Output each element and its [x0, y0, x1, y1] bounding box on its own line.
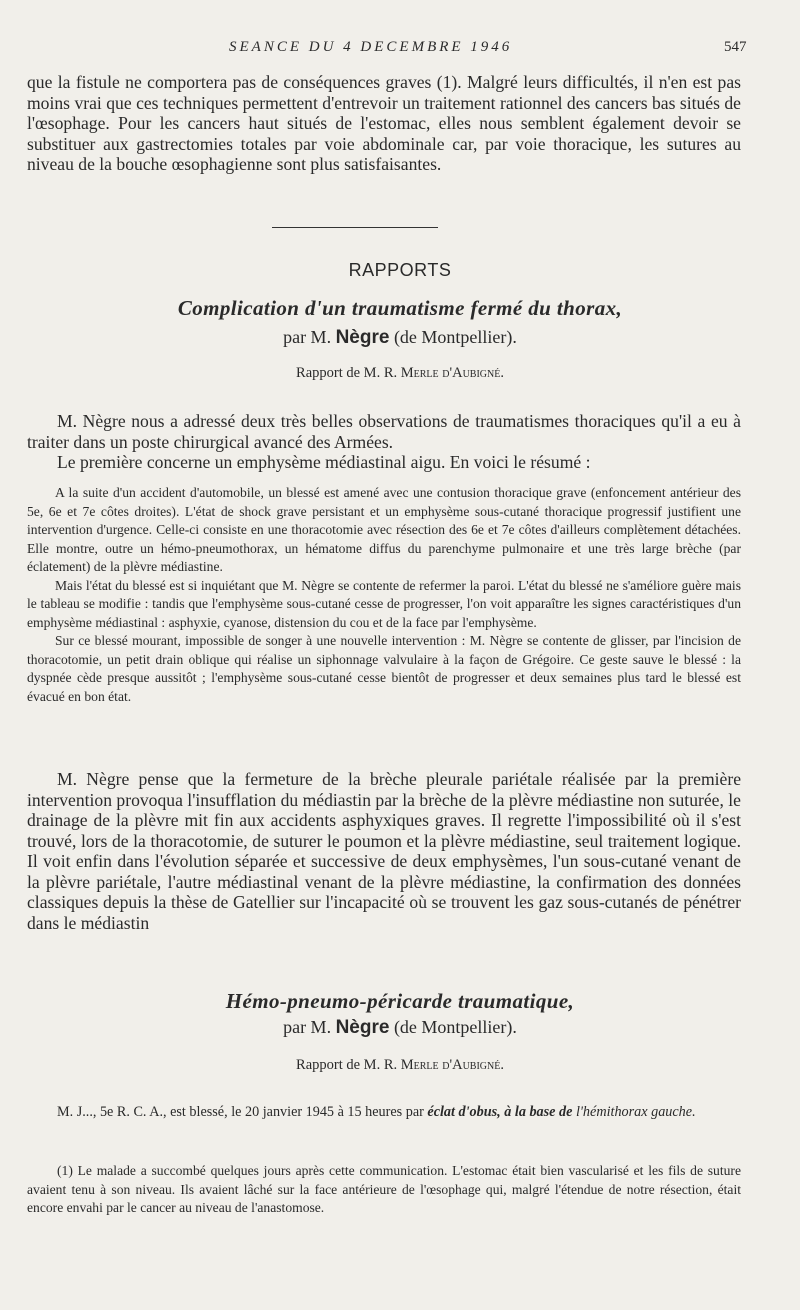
observation-paragraph-2: Mais l'état du blessé est si inquiétant que M. Nègre se contente de refermer la paroi. L'état du blessé ne s'améliore guère mais le tableau se modifie : tandis que l'emphysème sous-cutané cesse de progresser, l'on voit apparaître les signes caractéristiques d'un emphysème médiastinal : asphyxie, cyanose, distension du cou et de la face par l'emphysème.: [27, 577, 741, 630]
page-number: 547: [724, 39, 747, 55]
byline-prefix: par M.: [283, 327, 332, 347]
report1-paragraph-3: M. Nègre pense que la fermeture de la brèche pleurale pariétale réalisée par la première intervention provoqua l'insufflation du médiastin par la brèche de la plèvre médiastine non suturée, le drainage de la plèvre mit fin aux accidents asphyxiques graves. Il regrette l'impossibilité où il s'est trouvé, lors de la thoracotomie, de suturer le poumon et la plèvre médiastine, seul traitement logique. Il voit enfin dans l'évolution séparée et successive de deux emphysèmes, l'un sous-cutané venant de la plèvre pariétale, l'autre médiastinal venant de la plèvre médiastine, la confirmation des données classiques depuis la thèse de Gatellier sur l'incapacité où se trouvent les gaz sous-cutanés de pénétrer dans le médiastin: [27, 769, 741, 933]
report2-title: Hémo-pneumo-péricarde traumatique,: [225, 989, 575, 1013]
report1-rapporteur: [0, 365, 800, 382]
paragraph-text: M. J..., 5e R. C. A., est blessé, le 20 janvier 1945 à 15 heures par: [57, 1104, 428, 1120]
author-name: Nègre: [335, 327, 390, 348]
report1-paragraph-1: M. Nègre nous a adressé deux très belles observations de traumatismes thoraciques qu'il a eu à traiter dans un poste chirurgical avancé des Armées.: [27, 411, 741, 452]
running-header: SEANCE DU 4 DECEMBRE 1946: [229, 39, 513, 55]
report1-paragraph-2: Le première concerne un emphysème médiastinal aigu. En voici le résumé :: [57, 452, 591, 472]
footnote: (1) Le malade a succombé quelques jours après cette communication. L'estomac était bien vascularisé et les fils de suture avaient tenu à son niveau. Ils avaient lâché sur la face antérieure de l'œsophage qui, malgré l'étendue de notre résection, était encore envahi par le cancer au niveau de l'anastomose.: [27, 1163, 741, 1215]
report1-byline: [0, 327, 800, 349]
rapporteur-name: Merle d'Aubigné.: [400, 365, 504, 381]
report1-title: Complication d'un traumatisme fermé du thorax,: [177, 296, 623, 320]
report2-byline: [0, 1017, 800, 1039]
observation-paragraph-3: Sur ce blessé mourant, impossible de songer à une nouvelle intervention : M. Nègre se contente de glisser, par l'incision de thoracotomie, un petit drain oblique qui réalise un siphonnage valvulaire à la façon de Grégoire. Ce geste sauve le blessé : la dyspnée cède presque aussitôt ; l'emphysème sous-cutané cesse bientôt de progresser et deux semaines plus tard le blessé est évacué en bon état.: [27, 633, 741, 704]
section-divider: [272, 227, 438, 228]
rapport-prefix: Rapport de M. R.: [296, 1057, 398, 1073]
report2-paragraph-1: [27, 1103, 741, 1122]
byline-suffix: (de Montpellier).: [393, 327, 517, 347]
intro-paragraph: que la fistule ne comportera pas de conséquences graves (1). Malgré leurs difficultés, il n'en est pas moins vrai que ces techniques permettent d'entrevoir un traitement rationnel des cancers bas situés de l'œsophage. Pour les cancers haut situés de l'estomac, elles nous semblent également devoir se substituer aux gastrectomies totales par voie abdominale car, par voie thoracique, les sutures au niveau de la bouche œsophagienne sont plus satisfaisantes.: [27, 72, 741, 174]
emphasis-text: éclat d'obus, à la base de: [427, 1104, 573, 1120]
observation-paragraph-1: A la suite d'un accident d'automobile, un blessé est amené avec une contusion thoracique grave (enfoncement antérieur des 5e, 6e et 7e côtes droites). L'état de shock grave persistant et un emphysème sous-cutané thoracique progressif justifient une intervention d'urgence. Celle-ci consiste en une thoracotomie avec résection des 6e et 7e côtes d'ailleurs complètement détachées. Elle montre, outre un hémo-pneumothorax, un hématome diffus du parenchyme pulmonaire et une très large brèche (par éclatement) de la plèvre médiastine.: [27, 485, 741, 574]
italic-text: l'hémithorax gauche.: [575, 1104, 696, 1120]
rapport-prefix: Rapport de M. R.: [296, 365, 398, 381]
byline-suffix: (de Montpellier).: [393, 1017, 517, 1037]
section-heading: RAPPORTS: [348, 260, 452, 280]
report2-rapporteur: [0, 1057, 800, 1074]
observation-block: [27, 484, 741, 706]
rapporteur-name: Merle d'Aubigné.: [400, 1057, 504, 1073]
byline-prefix: par M.: [283, 1017, 332, 1037]
author-name: Nègre: [335, 1017, 390, 1038]
